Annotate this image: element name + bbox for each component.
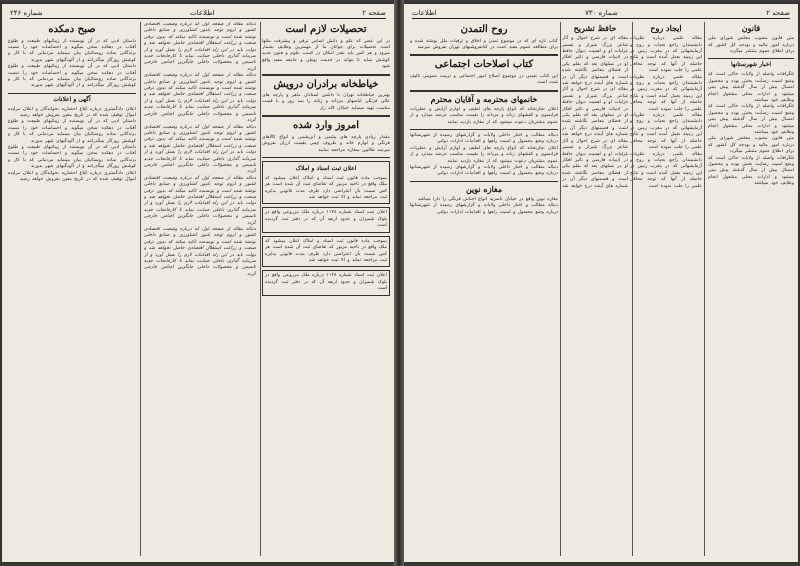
binding-gutter bbox=[394, 0, 404, 566]
right-col-4 bbox=[410, 22, 558, 556]
divider bbox=[410, 90, 558, 92]
divider bbox=[262, 157, 390, 158]
headline-hafez: حافظ تشریح bbox=[573, 23, 617, 33]
column-rule bbox=[632, 22, 633, 556]
column-rule bbox=[704, 22, 705, 556]
law-text-b: متن قانون مصوب مجلس شورای ملی درباره امور مالیه و بودجه کل کشور که برای اطلاع عموم منتشر میگردد bbox=[708, 136, 794, 155]
ad-tailor: بهترین خیاطخانه تهران با داشتن استادان ماهر و پارچه های عالی فرنگی لباسهای مردانه و زنانه را بمد روز و با قیمت مناسب تهیه مینماید خیابان لاله زار bbox=[262, 93, 390, 111]
left-page-header bbox=[10, 8, 386, 19]
headline-ladies-gentlemen: خانمهای محترمه و آقایان محترم bbox=[430, 93, 538, 104]
story-village-d: داستان ادبی که در آن نویسنده از زیبائیهای طبیعت و طلوع آفتاب در دهکده سخن میگوید و احساسات خود را نسبت بزندگانی ساده روستائیان بیان مینماید مردمانی که با کار و کوشش روزگار میگذرانند و از آلودگیهای شهر بدورند bbox=[8, 145, 136, 170]
notices-text-b: اعلان دادگستری درباره ابلاغ احضاریه بخواندگان و اعلان مزایده اموال توقیف شده که در تاریخ معین بفروش خواهد رسید bbox=[8, 170, 136, 183]
story-village: داستان ادبی که در آن نویسنده از زیبائیهای طبیعت و طلوع آفتاب در دهکده سخن میگوید و احساسات خود را نسبت بزندگانی ساده روستائیان بیان مینماید مردمانی که با کار و کوشش روزگار میگذرانند و از آلودگیهای شهر بدورند bbox=[8, 38, 136, 63]
column-rule bbox=[560, 22, 561, 556]
right-page-header bbox=[412, 8, 790, 19]
right-col-2 bbox=[630, 22, 702, 556]
header-title: اطلاعات bbox=[190, 9, 215, 17]
headline-tailor: خیاطخانه برادران درویش bbox=[273, 78, 379, 90]
headline-village-morning: صبح دمکده bbox=[48, 24, 96, 35]
right-col-3 bbox=[562, 22, 628, 556]
divider bbox=[410, 54, 558, 56]
left-col-2 bbox=[144, 22, 256, 556]
column-rule bbox=[140, 22, 141, 556]
headline-social-reform: کتاب اصلاحات اجتماعی bbox=[434, 59, 534, 71]
ad-new-store: مغازه نوین واقع در خیابان ناصریه انواع اجناس فرنگی را دارا میباشد bbox=[417, 197, 558, 203]
ad-shop: اعلان تجارتخانه که انواع پارچه های لطیف و لوازم آرایش و عطریات فرانسوی و کفشهای زنانه و مردانه را بقیمت مناسب عرضه میدارد و از عموم مشتریان دعوت میشود که از مغازه بازدید نمایند bbox=[410, 106, 558, 125]
provinces-text: تلگرافات واصله از ولایات حاکی است که وضع امنیت رضایت بخش بوده و محصول امسال بیش از سال گذشته پیش بینی میشود و ادارات محلی مشغول انجام وظایف خود میباشند bbox=[708, 72, 794, 103]
left-page bbox=[2, 4, 394, 562]
headline-new-store: مغازه نوین bbox=[465, 183, 503, 194]
ad-book-2: این کتاب نفیس در موضوع اصلاح امور اجتماعی و تربیت عمومی تالیف شده است bbox=[410, 73, 558, 86]
provinces-text-c: تلگرافات واصله از ولایات حاکی است که وضع امنیت رضایت بخش بوده و محصول امسال بیش از سال گذشته پیش بینی میشود و ادارات محلی مشغول انجام وظایف خود میباشند bbox=[708, 155, 794, 187]
news-text: دنباله مطالب و اخبار داخلی ولایات و گزارشهای رسیده از شهرستانها درباره وضع محصول و امنیت راهها و اقدامات ادارات دولتی bbox=[410, 133, 558, 145]
headline-notices: آگهی و اعلانات bbox=[53, 95, 91, 103]
divider bbox=[410, 129, 558, 130]
article-hafez: مقاله ای در شرح احوال و آثار شاعر بزرگ شیراز و تفسیر غزلیات او و اهمیت دیوان حافظ در ادبیات فارسی و تاثیر افکار او در نسلهای بعد که بقلم یکی از فضلای معاصر نگاشته شده است و قسمتهای دیگر آن در شماره های آینده درج خواهد شد bbox=[562, 36, 628, 87]
headline-arrived-today: امروز وارد شده bbox=[292, 120, 360, 132]
divider bbox=[8, 93, 136, 94]
notice-registry-2: اعلان ثبت اسناد شماره ۱۱۴۸ درباره ملک مزروعی واقع در بلوک شمیران و حدود اربعه آن که در دفتر ثبت گردیده است bbox=[265, 210, 387, 229]
headline-civilization-spirit: روح التمدن bbox=[460, 24, 508, 35]
notice-box-4 bbox=[262, 270, 390, 295]
notice-box bbox=[262, 161, 390, 205]
divider bbox=[410, 181, 558, 182]
headline-registry: اعلان ثبت اسناد و املاک bbox=[295, 164, 357, 172]
article-spirit-b: مقاله علمی درباره نظریات دانشمندان راجع بحیات و روح و آزمایشهائی که در مغرب زمین در این زمینه بعمل آمده است و نتایج حاصله از آنها که توجه محافل علمی را جلب نموده است bbox=[630, 74, 702, 112]
article-spirit: مقاله علمی درباره نظریات دانشمندان راجع بحیات و روح و آزمایشهائی که در مغرب زمین در این زمینه بعمل آمده است و نتایج حاصله از آنها که توجه محافل علمی را جلب نموده است bbox=[630, 36, 702, 74]
left-col-3 bbox=[8, 22, 136, 556]
header-title: اطلاعات bbox=[412, 9, 437, 17]
notice-registry-4: اعلان ثبت اسناد شماره ۱۱۴۸ درباره ملک مزروعی واقع در بلوک شمیران و حدود اربعه آن که در دفتر ثبت گردیده است bbox=[265, 273, 387, 292]
article-spirit-d: مقاله علمی درباره نظریات دانشمندان راجع بحیات و روح و آزمایشهائی که در مغرب زمین در این زمینه بعمل آمده است و نتایج حاصله از آنها که توجه محافل علمی را جلب نموده است bbox=[630, 151, 702, 189]
notice-registry: بموجب ماده قانون ثبت اسناد و املاک اعلان میشود که ملک واقع در ناحیه مزبور که تقاضای ثبت آن شده است هر کس نسبت بآن اعتراضی دارد ظرف مدت قانونی بدایره ثبت مراجعه نماید و الا ثبت خواهد شد bbox=[265, 175, 387, 201]
divider bbox=[262, 115, 390, 117]
right-page bbox=[404, 4, 798, 562]
headline-education: تحصیلات لازم است bbox=[285, 24, 367, 35]
left-col-1 bbox=[262, 22, 390, 556]
header-page-number: صفحه ۲ bbox=[766, 9, 790, 17]
column-rule bbox=[260, 22, 261, 556]
divider bbox=[708, 58, 794, 59]
article-continued-e: دنباله مقاله از صفحه اول که درباره وضعیت اقتصادی کشور و لزوم توجه بامور کشاورزی و صنایع داخلی نوشته شده است و نویسنده تاکید میکند که بدون ترقی صنعت و زراعت استقلال اقتصادی حاصل نخواهد شد و دولت باید در این راه اقدامات لازم را بعمل آورد و از سرمایه گذاری داخلی حمایت نماید تا کارخانجات جدید تاسیس و محصولات داخلی جایگزین اجناس خارجی گردد bbox=[144, 227, 256, 277]
news-text-c: دنباله مطالب و اخبار داخلی ولایات و گزارشهای رسیده از شهرستانها درباره وضع محصول و امنیت راهها و اقدامات ادارات دولتی bbox=[410, 203, 558, 215]
news-text-b: دنباله مطالب و اخبار داخلی ولایات و گزارشهای رسیده از شهرستانها درباره وضع محصول و امنیت راهها و اقدامات ادارات دولتی bbox=[410, 165, 558, 177]
article-education: در این عصر که علم و دانش اساس ترقی و پیشرفت ملتها است تحصیلات برای جوانان ما از مهمترین وظایف بشمار میرود و هر کس باید بقدر امکان در کسب علوم و فنون جدید کوشش نماید تا بتواند در خدمت بوطن و جامعه مفید واقع شود bbox=[262, 38, 390, 70]
story-village-b: داستان ادبی که در آن نویسنده از زیبائیهای طبیعت و طلوع آفتاب در دهکده سخن میگوید و احساسات خود را نسبت بزندگانی ساده روستائیان بیان مینماید مردمانی که با کار و کوشش روزگار میگذرانند و از آلودگیهای شهر بدورند bbox=[8, 64, 136, 89]
article-continued-b: دنباله مقاله از صفحه اول که درباره وضعیت اقتصادی کشور و لزوم توجه بامور کشاورزی و صنایع داخلی نوشته شده است و نویسنده تاکید میکند که بدون ترقی صنعت و زراعت استقلال اقتصادی حاصل نخواهد شد و دولت باید در این راه اقدامات لازم را بعمل آورد و از سرمایه گذاری داخلی حمایت نماید تا کارخانجات جدید تاسیس و محصولات داخلی جایگزین اجناس خارجی گردد bbox=[144, 73, 256, 124]
notices-text: اعلان دادگستری درباره ابلاغ احضاریه بخواندگان و اعلان مزایده اموال توقیف شده که در تاریخ معین بفروش خواهد رسید bbox=[8, 106, 136, 119]
notice-box-3 bbox=[262, 236, 390, 268]
divider bbox=[262, 74, 390, 76]
article-spirit-c: مقاله علمی درباره نظریات دانشمندان راجع بحیات و روح و آزمایشهائی که در مغرب زمین در این زمینه بعمل آمده است و نتایج حاصله از آنها که توجه محافل علمی را جلب نموده است bbox=[630, 113, 702, 151]
ad-book: کتاب تازه ای که در موضوع تمدن و اخلاق و ترقیات ملل نوشته شده و برای مطالعه عموم مفید است در کتابفروشیهای تهران بفروش میرسد bbox=[410, 38, 558, 50]
ad-shop-b: اعلان تجارتخانه که انواع پارچه های لطیف و لوازم آرایش و عطریات فرانسوی و کفشهای زنانه و مردانه را بقیمت مناسب عرضه میدارد و از عموم مشتریان دعوت میشود که از مغازه بازدید نمایند bbox=[410, 145, 558, 164]
article-hafez-c: مقاله ای در شرح احوال و آثار شاعر بزرگ شیراز و تفسیر غزلیات او و اهمیت دیوان حافظ در ادبیات فارسی و تاثیر افکار او در نسلهای بعد که بقلم یکی از فضلای معاصر نگاشته شده است و قسمتهای دیگر آن در شماره های آینده درج خواهد شد bbox=[562, 138, 628, 189]
law-text: متن قانون مصوب مجلس شورای ملی درباره امور مالیه و بودجه کل کشور که برای اطلاع عموم منتشر میگردد bbox=[708, 36, 794, 54]
story-village-c: داستان ادبی که در آن نویسنده از زیبائیهای طبیعت و طلوع آفتاب در دهکده سخن میگوید و احساسات خود را نسبت بزندگانی ساده روستائیان بیان مینماید مردمانی که با کار و کوشش روزگار میگذرانند و از آلودگیهای شهر بدورند bbox=[8, 119, 136, 144]
header-page-number: صفحه ۲ bbox=[362, 9, 386, 17]
right-col-1 bbox=[708, 22, 794, 556]
headline-provinces: اخبار شهرستانها bbox=[730, 61, 772, 69]
article-continued-d: دنباله مقاله از صفحه اول که درباره وضعیت اقتصادی کشور و لزوم توجه بامور کشاورزی و صنایع داخلی نوشته شده است و نویسنده تاکید میکند که بدون ترقی صنعت و زراعت استقلال اقتصادی حاصل نخواهد شد و دولت باید در این راه اقدامات لازم را بعمل آورد و از سرمایه گذاری داخلی حمایت نماید تا کارخانجات جدید تاسیس و محصولات داخلی جایگزین اجناس خارجی گردد bbox=[144, 175, 256, 226]
headline-spirit-creation: ایجاد روح bbox=[650, 23, 682, 33]
notice-box-2 bbox=[262, 207, 390, 232]
notice-registry-3: بموجب ماده قانون ثبت اسناد و املاک اعلان میشود که ملک واقع در ناحیه مزبور که تقاضای ثبت آن شده است هر کس نسبت بآن اعتراضی دارد ظرف مدت قانونی بدایره ثبت مراجعه نماید و الا ثبت خواهد شد bbox=[265, 238, 387, 263]
article-continued-c: دنباله مقاله از صفحه اول که درباره وضعیت اقتصادی کشور و لزوم توجه بامور کشاورزی و صنایع داخلی نوشته شده است و نویسنده تاکید میکند که بدون ترقی صنعت و زراعت استقلال اقتصادی حاصل نخواهد شد و دولت باید در این راه اقدامات لازم را بعمل آورد و از سرمایه گذاری داخلی حمایت نماید تا کارخانجات جدید تاسیس و محصولات داخلی جایگزین اجناس خارجی گردد bbox=[144, 124, 256, 175]
provinces-text-b: تلگرافات واصله از ولایات حاکی است که وضع امنیت رضایت بخش بوده و محصول امسال بیش از سال گذشته پیش بینی میشود و ادارات محلی مشغول انجام وظایف خود میباشند bbox=[708, 104, 794, 135]
header-issue: شماره ۷۳۰ bbox=[585, 9, 618, 17]
article-continued: دنباله مقاله از صفحه اول که درباره وضعیت اقتصادی کشور و لزوم توجه بامور کشاورزی و صنایع داخلی نوشته شده است و نویسنده تاکید میکند که بدون ترقی صنعت و زراعت استقلال اقتصادی حاصل نخواهد شد و دولت باید در این راه اقدامات لازم را بعمل آورد و از سرمایه گذاری داخلی حمایت نماید تا کارخانجات جدید تاسیس و محصولات داخلی جایگزین اجناس خارجی گردد bbox=[144, 22, 256, 72]
headline-law: قانون bbox=[741, 23, 761, 33]
article-hafez-b: مقاله ای در شرح احوال و آثار شاعر بزرگ شیراز و تفسیر غزلیات او و اهمیت دیوان حافظ در ادبیات فارسی و تاثیر افکار او در نسلهای بعد که بقلم یکی از فضلای معاصر نگاشته شده است و قسمتهای دیگر آن در شماره های آینده درج خواهد شد bbox=[562, 87, 628, 138]
ad-arrived: مقدار زیادی پارچه های پشمی و ابریشمی و انواع کالاهای فرنگی و لوازم خانه و ظروف چینی بقیمت ارزان بفروش میرسد طالبین بمغازه مراجعه نمایند bbox=[262, 134, 390, 153]
header-issue: شماره ۲۴۶ bbox=[10, 9, 43, 17]
